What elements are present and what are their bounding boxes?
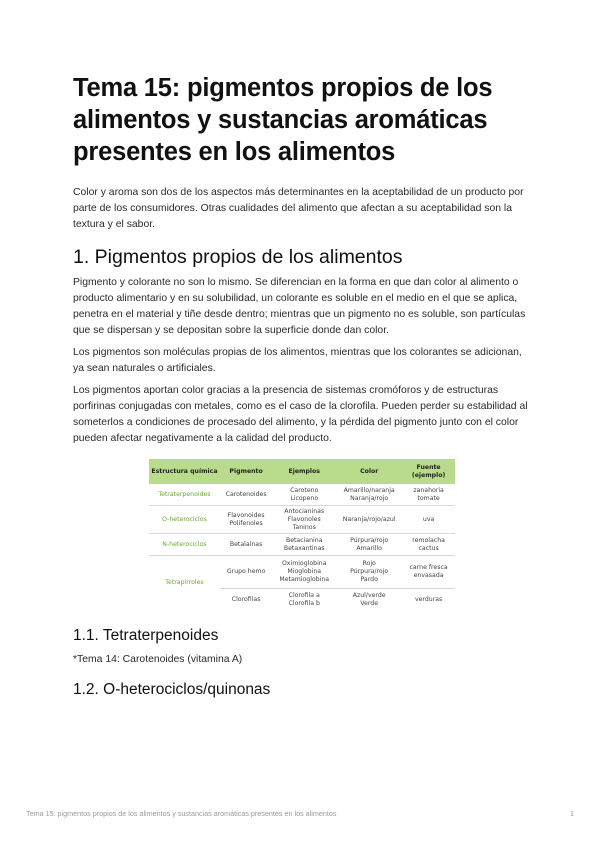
examples-cell: Betacianina Betaxantinas bbox=[272, 534, 336, 556]
color-cell: Naranja/rojo/azul bbox=[336, 506, 402, 534]
table-row bbox=[149, 506, 455, 534]
table-row bbox=[149, 484, 455, 506]
table-header-cell: Color bbox=[360, 467, 379, 475]
source-cell: verduras bbox=[414, 595, 443, 603]
intro-paragraph: Color y aroma son dos de los aspectos más determinantes en la aceptabilidad de un producto por parte de los consumidores. Otras cualidades del alimento que afectan a su aceptabilidad son la textura y el sabor. bbox=[73, 187, 524, 230]
source-cell: remolacha cactus bbox=[402, 534, 455, 556]
pigment-cell: Betalaínas bbox=[220, 534, 272, 556]
pigment-cell: Clorofilas bbox=[231, 595, 261, 603]
color-cell: Púrpura/rojo Amarillo bbox=[336, 534, 402, 556]
structure-cell: N-heterociclos bbox=[149, 534, 220, 556]
source-cell: zanahoria tomate bbox=[402, 484, 455, 506]
color-cell: Azul/verde Verde bbox=[352, 591, 386, 607]
table-row bbox=[149, 534, 455, 556]
color-cell: Rojo Púrpura/rojo Pardo bbox=[336, 556, 402, 589]
examples-cell: Antocianinas Flavonoles Taninos bbox=[272, 506, 336, 534]
table-header-cell: Pigmento bbox=[229, 467, 263, 475]
page-footer bbox=[26, 809, 574, 818]
table-header-row bbox=[149, 459, 455, 484]
paragraph: Pigmento y colorante no son lo mismo. Se diferencian en la forma en que dan color al alimento o producto alimentario y en su solubilidad, un colorante es soluble en el medio en el que se aplica, penetra en el material y tiñe desde dentro; mientras que un pigmento no es soluble, son partículas que se dispersan y se depositan sobre la superficie donde dan color. bbox=[73, 277, 526, 336]
examples-cell: Caroteno Licopeno bbox=[272, 484, 336, 506]
cross-reference-note: *Tema 14: Carotenoides (vitamina A) bbox=[73, 654, 243, 665]
page-number: 1 bbox=[570, 809, 574, 818]
source-cell: uva bbox=[402, 506, 455, 534]
structure-cell: Tetraterpenoides bbox=[149, 484, 220, 506]
subsection-heading-1-2: 1.2. O-heterociclos/quinonas bbox=[73, 681, 271, 698]
subsection-heading-1-1: 1.1. Tetraterpenoides bbox=[73, 627, 219, 644]
table-header-cell: Fuente (ejemplo) bbox=[411, 463, 446, 479]
pigments-table bbox=[149, 459, 455, 610]
structure-cell: Tetrapirroles bbox=[165, 579, 204, 586]
examples-cell: Clorofila a Clorofila b bbox=[288, 591, 320, 607]
structure-cell: O-heterociclos bbox=[149, 506, 220, 534]
pigment-cell: Grupo hemo bbox=[220, 556, 272, 589]
page-title: Tema 15: pigmentos propios de los alimentos y sustancias aromáticas presentes en los alimentos bbox=[73, 74, 493, 166]
pigment-cell: Flavonoides Polifenoles bbox=[220, 506, 272, 534]
paragraph: Los pigmentos aportan color gracias a la presencia de sistemas cromóforos y de estructuras porfirinas conjugadas con metales, como es el caso de la clorofila. Pueden perder su estabilidad al someterlos a condiciones de procesado del alimento, y la pérdida del pigmento junto con el color pueden afectar negativamente a la calidad del producto. bbox=[73, 385, 528, 444]
pigments-table-figure bbox=[149, 459, 455, 610]
paragraph: Los pigmentos son moléculas propias de los alimentos, mientras que los colorantes se adicionan, ya sean naturales o artificiales. bbox=[73, 347, 522, 374]
table-header-cell: Ejemplos bbox=[288, 467, 320, 475]
examples-cell: Oximioglobina Mioglobina Metamioglobina bbox=[272, 556, 336, 589]
pigment-cell: Carotenoides bbox=[220, 484, 272, 506]
table-header-cell: Estructura química bbox=[151, 467, 218, 475]
section-heading-1: 1. Pigmentos propios de los alimentos bbox=[73, 246, 403, 268]
table-row bbox=[149, 556, 455, 589]
footer-title: Tema 15: pigmentos propios de los alimentos y sustancias aromáticas presentes en los alimentos bbox=[26, 809, 337, 818]
color-cell: Amarillo/naranja Naranja/rojo bbox=[336, 484, 402, 506]
document-page bbox=[73, 72, 529, 700]
source-cell: carne fresca envasada bbox=[402, 556, 455, 589]
